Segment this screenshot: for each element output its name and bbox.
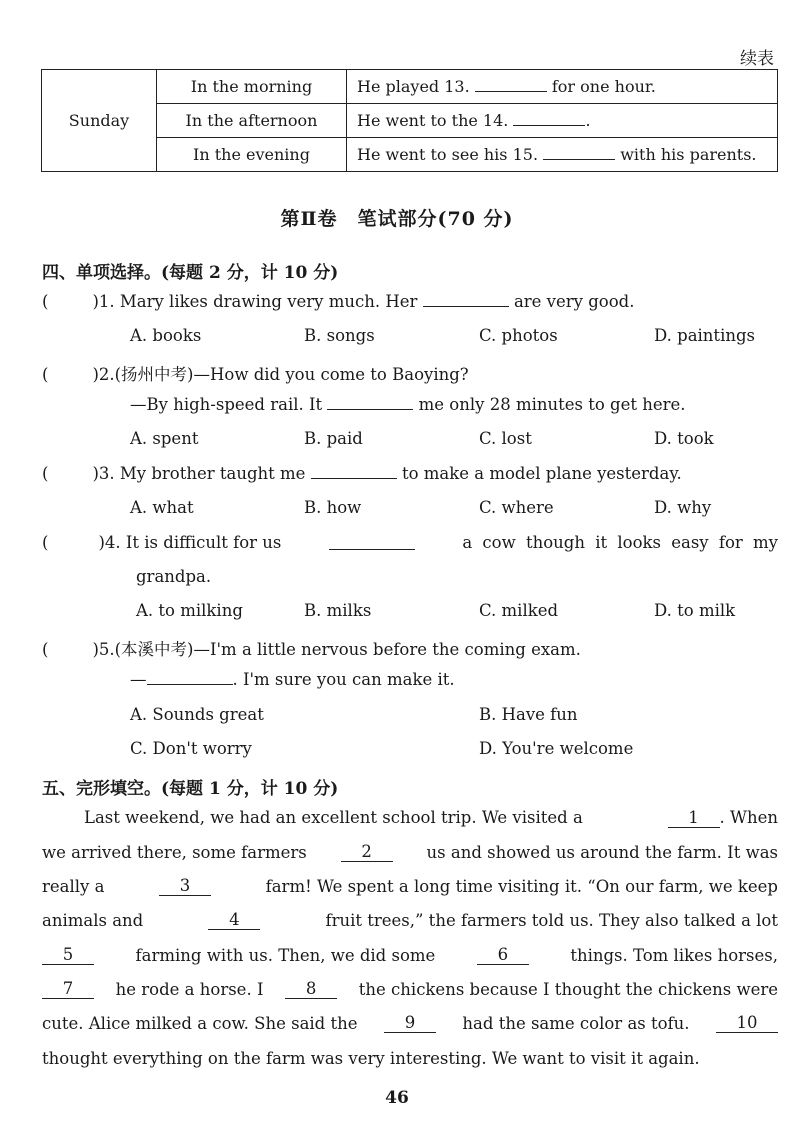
option-a[interactable]: A. Sounds great [130,705,264,724]
question-number: )1. [92,292,115,311]
option-b[interactable]: B. how [304,498,362,517]
question-source: (本溪中考) [114,640,194,659]
section5-heading: 五、完形填空。(每题 1 分，计 10 分) [42,779,339,799]
question-4-cont: grandpa. [136,567,212,586]
question-5-line2 [130,670,455,689]
cloze-blank[interactable]: 5 [42,946,94,965]
option-d[interactable]: D. paintings [654,326,755,345]
cloze-blank[interactable]: 7 [42,980,94,999]
cloze-blank[interactable]: 6 [477,946,529,965]
cloze-text: the chickens because I thought the chickens were [358,980,778,999]
time-cell: In the evening [157,138,347,172]
question-5: ( )5.(本溪中考)—I'm a little nervous before the coming exam. [42,640,581,659]
option-a[interactable]: A. spent [130,429,199,448]
option-d[interactable]: D. took [654,429,714,448]
cloze-line-2 [42,843,778,862]
question-source: (扬州中考) [114,365,194,384]
cloze-blank[interactable]: 10 [716,1014,778,1033]
option-a[interactable]: A. what [130,498,194,517]
question-text: a cow though it looks easy for my [462,533,778,552]
cloze-blank[interactable]: 8 [285,980,337,999]
question-text: It is difficult for us [125,533,282,552]
question-text: Mary likes drawing very much. Her [119,292,418,311]
option-d[interactable]: D. to milk [654,601,736,620]
option-d[interactable]: D. why [654,498,712,517]
cloze-text: things. Tom likes horses, [570,946,778,965]
activity-text: He went to see his 15. [357,145,539,164]
cloze-text: cute. Alice milked a cow. She said the [42,1014,358,1033]
cloze-line-7 [42,1014,778,1033]
cloze-line-6 [42,980,778,999]
cloze-text: . When [719,808,778,827]
answer-blank[interactable] [513,111,585,126]
activity-cell [347,138,778,172]
question-number: )4. [98,533,121,552]
answer-blank[interactable] [423,292,509,307]
question-4-main: ( )4. It is difficult for us [42,533,282,552]
option-a[interactable]: A. books [130,326,202,345]
cloze-blank[interactable]: 2 [341,843,393,862]
question-number: )5. [92,640,115,659]
section4-heading: 四、单项选择。(每题 2 分，计 10 分) [42,263,339,283]
question-2: ( )2.(扬州中考)—How did you come to Baoying? [42,365,469,384]
activity-cell [347,70,778,104]
option-d[interactable]: D. You're welcome [479,739,634,758]
answer-blank[interactable] [327,395,413,410]
cloze-text: farm! We spent a long time visiting it. “On our farm, we keep [265,877,778,896]
option-c[interactable]: C. lost [479,429,532,448]
answer-blank[interactable] [543,145,615,160]
question-number: )2. [92,365,115,384]
question-text: — [130,670,147,689]
part2-title: 第Ⅱ卷 笔试部分(70 分) [280,208,514,230]
activity-text: for one hour. [551,77,656,96]
page-number: 46 [385,1088,409,1108]
question-number: )3. [92,464,115,483]
question-3: ( )3. My brother taught me to make a model plane yesterday. [42,464,682,483]
option-a[interactable]: A. to milking [136,601,243,620]
question-text: me only 28 minutes to get here. [418,395,686,414]
question-text: are very good. [513,292,635,311]
question-text: My brother taught me [119,464,306,483]
option-c[interactable]: C. Don't worry [130,739,252,758]
option-b[interactable]: B. Have fun [479,705,578,724]
cloze-blank[interactable]: 9 [384,1014,436,1033]
cloze-text: Last weekend, we had an excellent school trip. We visited a [84,808,583,827]
answer-blank[interactable] [147,670,233,685]
cloze-blank[interactable]: 4 [208,911,260,930]
cloze-text: we arrived there, some farmers [42,843,307,862]
activity-text: He went to the 14. [357,111,509,130]
question-text: —I'm a little nervous before the coming exam. [193,640,581,659]
cloze-line-8: thought everything on the farm was very interesting. We want to visit it again. [42,1049,700,1068]
cloze-text: us and showed us around the farm. It was [426,843,778,862]
schedule-table [41,69,778,172]
option-c[interactable]: C. milked [479,601,559,620]
question-text: —How did you come to Baoying? [193,365,469,384]
cloze-text: fruit trees,” the farmers told us. They also talked a lot [325,911,778,930]
cloze-text: animals and [42,911,144,930]
cloze-text: really a [42,877,105,896]
question-text: to make a model plane yesterday. [401,464,682,483]
answer-blank[interactable] [311,464,397,479]
cloze-line-3 [42,877,778,896]
activity-cell [347,104,778,138]
question-2-line2 [130,395,686,414]
time-cell: In the morning [157,70,347,104]
cloze-text: he rode a horse. I [115,980,264,999]
cloze-line-4 [42,911,778,930]
cloze-text: had the same color as tofu. [462,1014,690,1033]
question-1: ( )1. Mary likes drawing very much. Her are very good. [42,292,635,311]
option-b[interactable]: B. milks [304,601,372,620]
cloze-blank[interactable]: 3 [159,877,211,896]
activity-text: He played 13. [357,77,470,96]
cloze-line-1 [42,808,778,828]
cloze-line-5 [42,946,778,965]
cloze-text: farming with us. Then, we did some [135,946,436,965]
option-b[interactable]: B. songs [304,326,375,345]
table-row [42,70,778,104]
question-text: . I'm sure you can make it. [232,670,455,689]
option-b[interactable]: B. paid [304,429,363,448]
day-cell: Sunday [42,70,157,172]
question-4 [42,533,778,552]
activity-text: . [585,111,591,130]
answer-blank[interactable] [329,535,415,550]
activity-text: with his parents. [620,145,757,164]
option-c[interactable]: C. where [479,498,554,517]
continued-label: 续表 [740,49,774,69]
cloze-blank[interactable]: 1 [668,809,720,828]
option-c[interactable]: C. photos [479,326,558,345]
time-cell: In the afternoon [157,104,347,138]
question-text: —By high-speed rail. It [130,395,323,414]
answer-blank[interactable] [475,77,547,92]
